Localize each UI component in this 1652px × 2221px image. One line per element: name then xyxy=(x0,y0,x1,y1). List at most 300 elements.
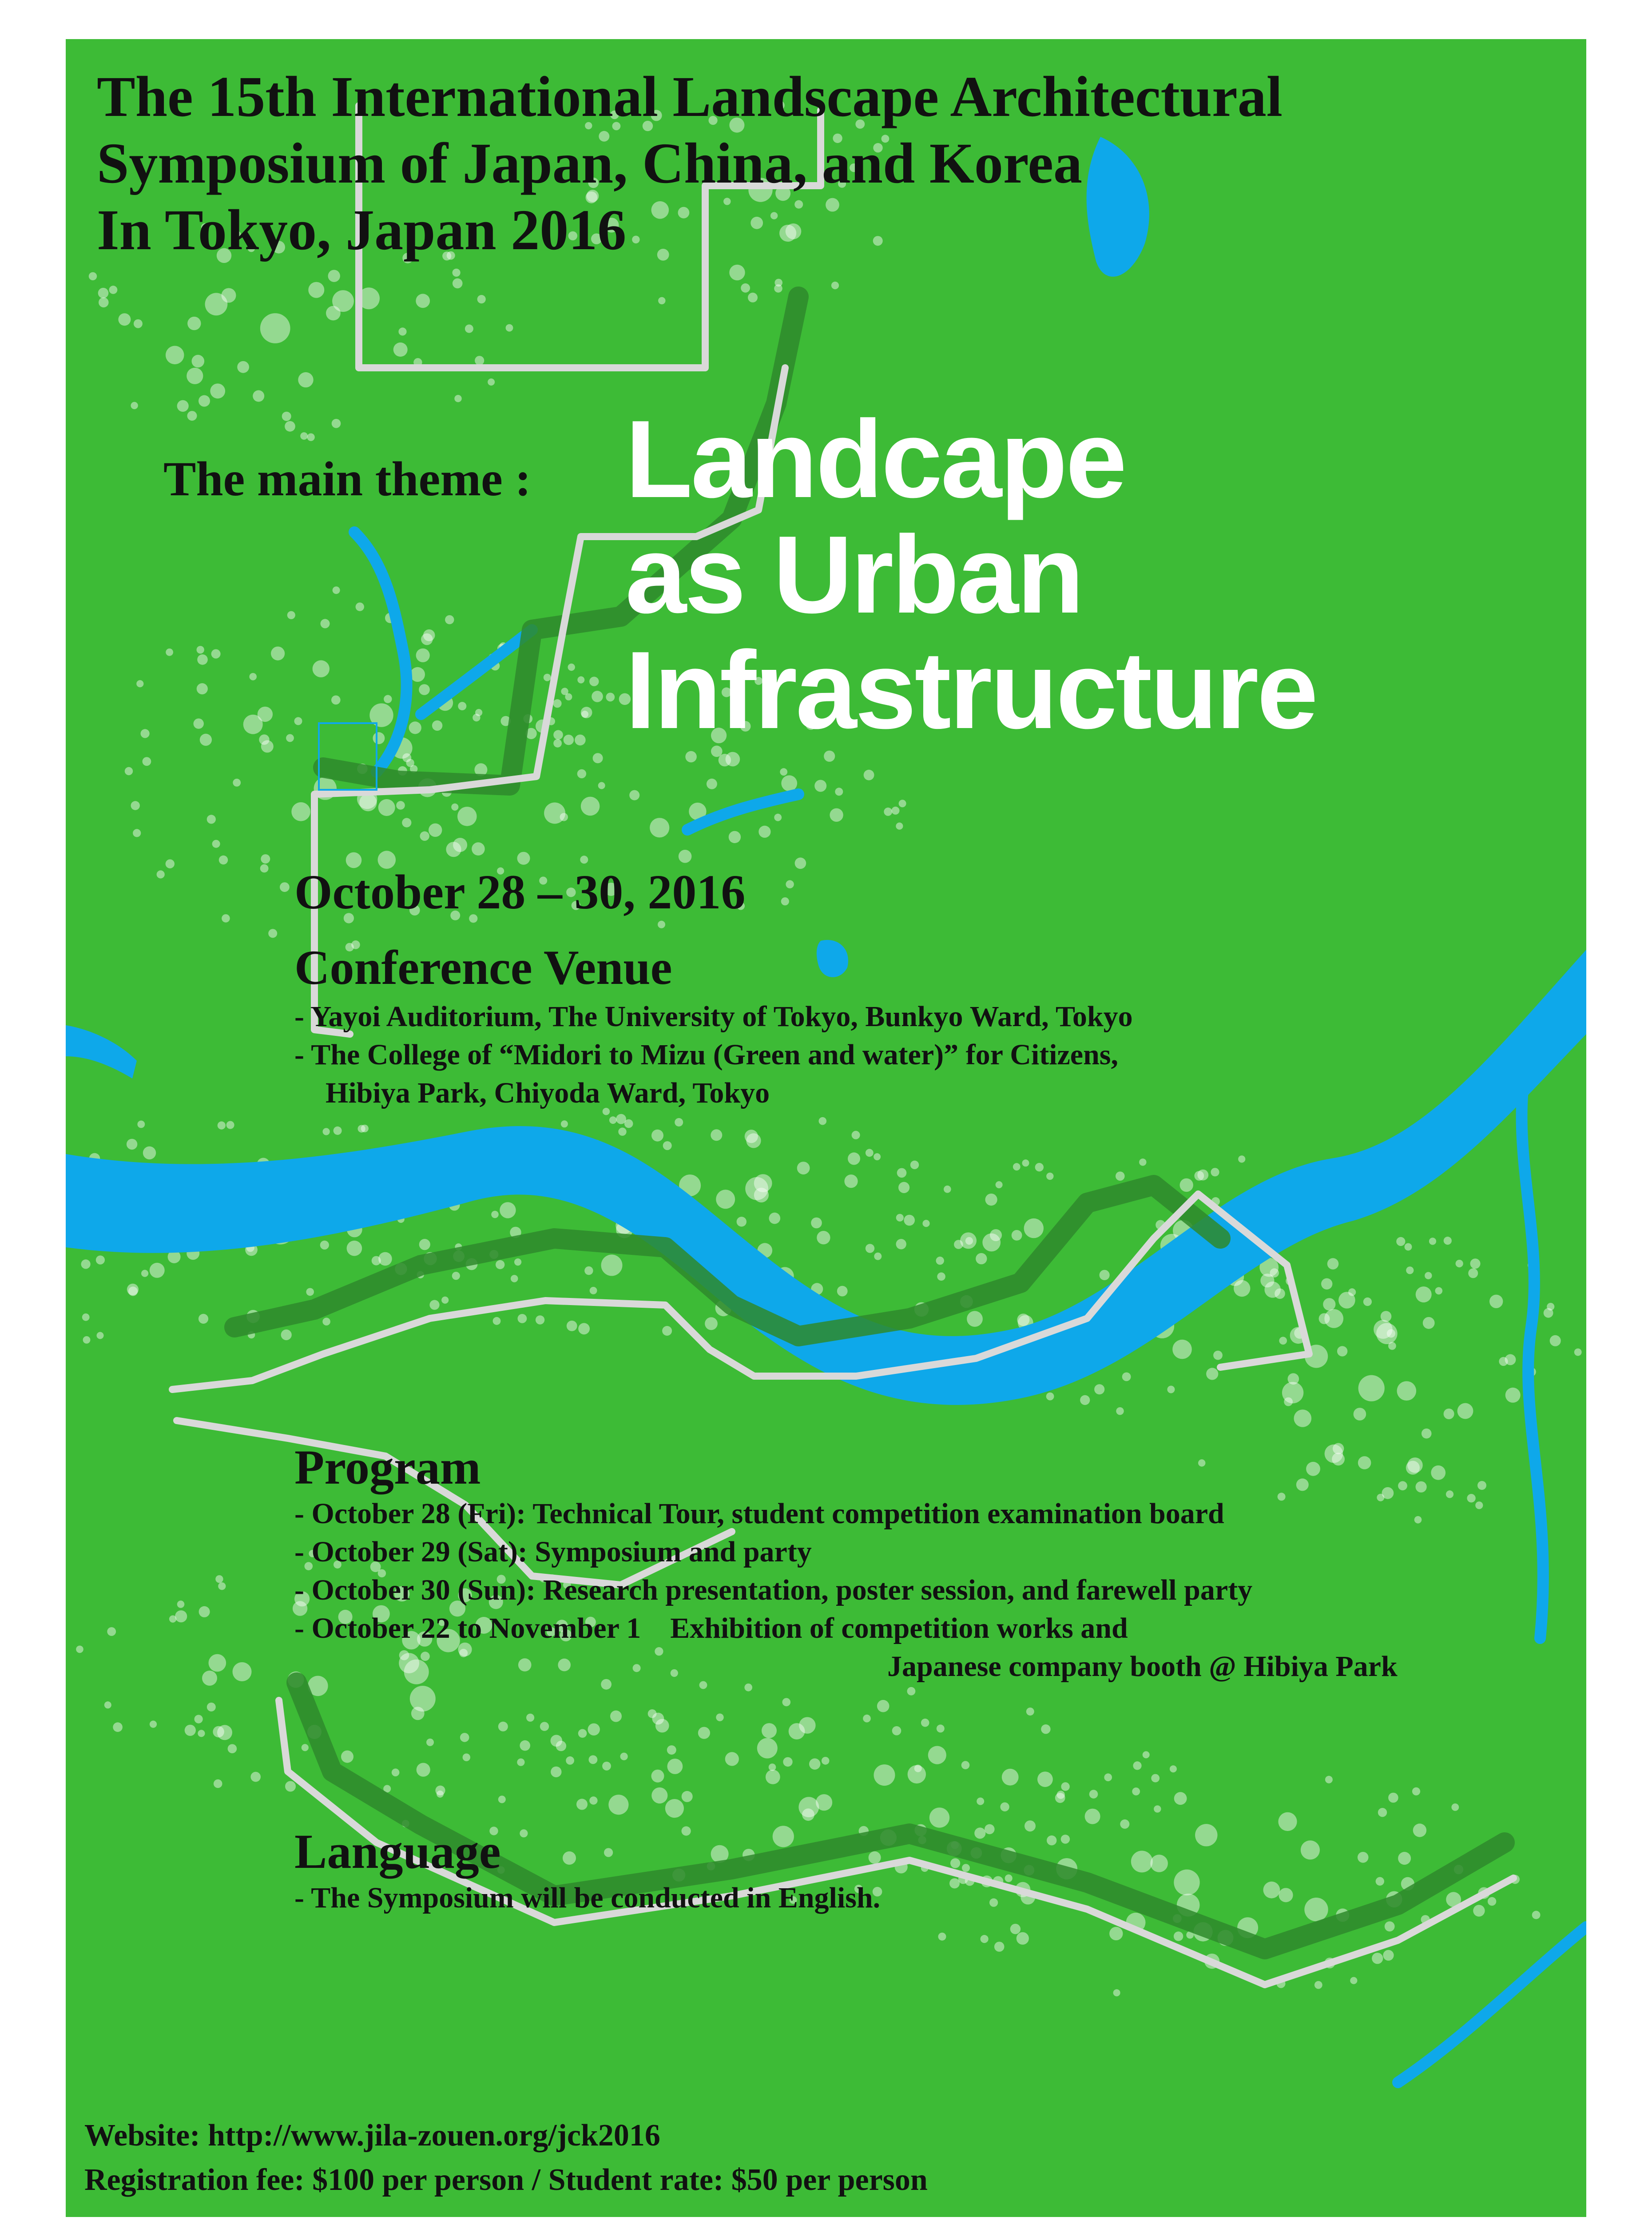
decor-dot xyxy=(606,693,615,701)
decor-dot xyxy=(729,831,741,843)
decor-dot xyxy=(707,779,717,789)
decor-dot xyxy=(1061,1835,1070,1843)
decor-dot xyxy=(1035,1163,1044,1171)
decor-dot xyxy=(113,1722,123,1732)
venue-item-3: Hibiya Park, Chiyoda Ward, Tokyo xyxy=(326,1077,770,1109)
decor-dot xyxy=(1475,1501,1483,1509)
decor-dot xyxy=(1378,1808,1387,1817)
decor-dot xyxy=(214,1779,222,1788)
decor-dot xyxy=(675,1118,683,1126)
decor-dot xyxy=(514,1258,521,1266)
decor-dot xyxy=(866,1244,874,1253)
decor-dot xyxy=(361,1125,369,1132)
decor-dot xyxy=(1120,1819,1129,1829)
decor-dot xyxy=(910,1161,919,1169)
decor-dot xyxy=(1457,1403,1473,1419)
decor-dot xyxy=(1532,1911,1541,1919)
decor-dot xyxy=(576,1799,588,1810)
language-section xyxy=(294,1825,880,1917)
decor-dot xyxy=(294,717,302,725)
decor-dot xyxy=(429,824,442,837)
decor-dot xyxy=(783,1757,792,1767)
decor-dot xyxy=(1116,1407,1124,1415)
decor-dot xyxy=(1046,1393,1054,1401)
decor-dot xyxy=(332,290,354,312)
decor-dot xyxy=(472,842,485,856)
decor-dot xyxy=(897,1168,907,1178)
decor-dot xyxy=(1151,1774,1160,1783)
decor-dot xyxy=(866,1149,874,1157)
decor-dot xyxy=(1304,1898,1328,1921)
decor-dot xyxy=(884,808,892,816)
decor-dot xyxy=(212,840,220,848)
decor-dot xyxy=(795,858,806,869)
decor-dot xyxy=(609,1116,617,1124)
decor-dot xyxy=(1358,1852,1369,1863)
decor-dot xyxy=(1010,1924,1021,1934)
decor-dot xyxy=(1172,1340,1192,1359)
venue-item-1: - Yayoi Auditorium, The University of Tokyo, Bunkyo Ward, Tokyo xyxy=(294,1000,1133,1033)
decor-dot xyxy=(199,1314,208,1324)
decor-dot xyxy=(974,1827,985,1839)
decor-dot xyxy=(544,674,551,681)
decor-dot xyxy=(1113,1989,1120,1996)
decor-dot xyxy=(1294,1409,1312,1427)
decor-dot xyxy=(819,1117,827,1125)
language-item-1: - The Symposium will be conducted in English. xyxy=(294,1882,881,1914)
decor-dot xyxy=(473,714,480,721)
decor-dot xyxy=(1456,1260,1463,1267)
decor-dot xyxy=(300,432,308,440)
decor-dot xyxy=(1348,1288,1356,1296)
decor-dot xyxy=(824,751,835,762)
decor-dot xyxy=(419,1239,430,1250)
decor-dot xyxy=(211,649,221,659)
decor-dot xyxy=(134,319,143,328)
decor-dot xyxy=(817,1231,830,1244)
decor-dot xyxy=(285,421,295,432)
decor-dot xyxy=(1104,1773,1112,1781)
decor-dot xyxy=(774,814,782,821)
decor-dot xyxy=(685,751,697,763)
decor-dot xyxy=(874,1764,895,1786)
decor-dot xyxy=(307,434,314,441)
decor-dot xyxy=(1282,1382,1303,1403)
decor-dot xyxy=(215,1575,223,1583)
decor-dot xyxy=(493,1317,501,1325)
decor-dot xyxy=(334,1126,342,1135)
decor-dot xyxy=(491,1211,499,1218)
decor-dot xyxy=(137,1121,145,1128)
decor-dot xyxy=(1238,1155,1245,1162)
program-item-4: - October 22 to November 1 Exhibition of competition works and xyxy=(294,1612,1128,1644)
program-item-1: - October 28 (Fri): Technical Tour, student competition examination board xyxy=(294,1497,1224,1530)
decor-dot xyxy=(922,1220,929,1227)
decor-dot xyxy=(1174,1870,1199,1895)
decor-dot xyxy=(1414,1516,1422,1524)
decor-dot xyxy=(896,1214,904,1222)
decor-dot xyxy=(226,1121,234,1129)
decor-dot xyxy=(1047,1835,1056,1845)
decor-dot xyxy=(1133,1761,1141,1770)
decor-dot xyxy=(1468,1268,1478,1278)
decor-dot xyxy=(698,1727,710,1739)
program-item-5: Japanese company booth @ Hibiya Park xyxy=(887,1650,1398,1683)
decor-dot xyxy=(133,829,141,837)
decor-dot xyxy=(1061,1782,1069,1791)
website-line[interactable]: Website: http://www.jila-zouen.org/jck2016 xyxy=(84,2118,660,2153)
decor-dot xyxy=(454,395,461,402)
decor-dot xyxy=(967,1311,983,1327)
decor-dot xyxy=(1132,1787,1140,1795)
decor-dot xyxy=(356,602,364,611)
decor-dot xyxy=(1131,1851,1153,1872)
decor-dot xyxy=(416,649,430,662)
decor-dot xyxy=(398,327,406,335)
decor-dot xyxy=(553,739,562,748)
decor-dot xyxy=(758,826,770,838)
decor-dot xyxy=(774,284,782,293)
decor-dot xyxy=(417,1763,430,1777)
decor-dot xyxy=(711,1129,722,1141)
decor-dot xyxy=(989,1899,998,1907)
decor-dot xyxy=(716,1714,723,1721)
decor-dot xyxy=(608,1795,628,1815)
decor-dot xyxy=(780,768,787,776)
decor-dot xyxy=(745,1177,768,1200)
decor-dot xyxy=(896,1239,906,1249)
decor-dot xyxy=(451,804,458,811)
theme-line-1: Landcape xyxy=(625,397,1125,521)
decor-dot xyxy=(797,1162,810,1174)
decor-dot xyxy=(197,683,208,694)
decor-dot xyxy=(1505,1388,1521,1403)
decor-dot xyxy=(601,1254,623,1276)
decor-dot xyxy=(205,293,228,315)
decor-dot xyxy=(1154,1805,1161,1812)
decor-dot xyxy=(658,921,665,928)
decor-dot xyxy=(1017,1313,1029,1326)
decor-dot xyxy=(322,1317,330,1325)
decor-dot xyxy=(131,402,138,409)
decor-dot xyxy=(929,1807,949,1827)
decor-dot xyxy=(1270,1268,1279,1278)
decor-dot xyxy=(281,1329,292,1340)
decor-dot xyxy=(207,815,216,824)
theme-line-3: Infrastructure xyxy=(625,628,1317,752)
decor-dot xyxy=(194,718,204,728)
decor-dot xyxy=(962,1864,970,1872)
decor-dot xyxy=(1383,1950,1394,1961)
decor-dot xyxy=(136,680,143,687)
decor-dot xyxy=(553,699,561,708)
decor-dot xyxy=(985,1824,995,1835)
decor-dot xyxy=(496,1260,504,1269)
decor-dot xyxy=(1388,1793,1398,1803)
decor-dot xyxy=(1301,1840,1320,1859)
decor-dot xyxy=(228,1744,237,1753)
decor-dot xyxy=(994,1942,1005,1952)
decor-dot xyxy=(667,1745,676,1755)
decor-dot xyxy=(432,720,442,731)
decor-dot xyxy=(580,856,588,864)
title-line-1: The 15th International Landscape Architectural xyxy=(97,65,1283,129)
decor-dot xyxy=(568,664,575,671)
poster xyxy=(66,39,1586,2217)
decor-dot xyxy=(169,1616,176,1623)
decor-dot xyxy=(682,1791,693,1802)
decor-dot xyxy=(218,1122,226,1130)
decor-dot xyxy=(658,297,665,304)
decor-dot xyxy=(725,1752,739,1766)
decor-dot xyxy=(1321,1278,1332,1290)
decor-dot xyxy=(1470,1258,1481,1269)
decor-dot xyxy=(1167,1386,1175,1393)
decor-dot xyxy=(166,649,173,656)
decor-dot xyxy=(378,1252,392,1266)
decor-dot xyxy=(141,1270,148,1277)
decor-dot xyxy=(1431,1465,1446,1480)
decor-dot xyxy=(197,646,204,653)
decor-dot xyxy=(1041,1724,1050,1734)
decor-dot xyxy=(566,1756,574,1765)
decor-dot xyxy=(207,1703,216,1712)
decor-dot xyxy=(197,654,208,665)
decor-dot xyxy=(99,298,109,308)
decor-dot xyxy=(581,797,600,816)
decor-dot xyxy=(544,803,565,824)
decor-dot xyxy=(488,378,495,386)
decor-dot xyxy=(423,629,435,641)
decor-dot xyxy=(393,342,408,357)
decor-dot xyxy=(937,1273,945,1281)
decor-dot xyxy=(578,1729,587,1738)
decor-dot xyxy=(287,611,295,619)
decor-dot xyxy=(166,860,175,868)
decor-dot xyxy=(1024,1218,1044,1238)
decor-dot xyxy=(1397,1381,1417,1401)
decor-dot xyxy=(1451,1803,1459,1811)
decor-dot xyxy=(1206,1368,1218,1380)
decor-dot xyxy=(1422,1429,1432,1439)
decor-dot xyxy=(384,695,392,703)
decor-dot xyxy=(577,677,584,684)
decor-dot xyxy=(814,780,826,792)
decor-dot xyxy=(1211,1168,1219,1176)
decor-dot xyxy=(477,295,486,303)
decor-dot xyxy=(1429,1238,1436,1245)
decor-dot xyxy=(1376,1877,1384,1886)
decor-dot xyxy=(1477,1481,1486,1490)
decor-dot xyxy=(1080,1395,1090,1405)
decor-dot xyxy=(1314,1981,1322,1989)
decor-dot xyxy=(1174,1931,1183,1941)
decor-dot xyxy=(81,1259,91,1269)
decor-dot xyxy=(1405,1243,1412,1251)
decor-dot xyxy=(852,1131,860,1139)
decor-dot xyxy=(665,1799,684,1818)
decor-dot xyxy=(261,854,270,864)
decor-dot xyxy=(1372,1953,1383,1964)
decor-dot xyxy=(1550,1335,1561,1346)
decor-dot xyxy=(1037,1771,1053,1787)
decor-dot xyxy=(898,1182,909,1193)
decor-dot xyxy=(540,1722,549,1731)
decor-dot xyxy=(249,673,257,681)
decor-dot xyxy=(581,707,592,718)
decor-dot xyxy=(458,702,466,710)
decor-dot xyxy=(981,1935,989,1943)
decor-dot xyxy=(498,1795,506,1803)
decor-dot xyxy=(198,1730,205,1737)
decor-dot xyxy=(896,823,903,830)
decor-dot xyxy=(705,1317,718,1330)
program-heading: Program xyxy=(294,1440,481,1494)
decor-dot xyxy=(844,1174,858,1188)
decor-dot xyxy=(874,1253,882,1260)
decor-dot xyxy=(259,734,269,744)
decor-dot xyxy=(892,1726,901,1735)
decor-dot xyxy=(651,1130,663,1142)
decor-dot xyxy=(118,313,131,326)
decor-dot xyxy=(937,1724,945,1732)
decor-dot xyxy=(373,732,385,744)
decor-dot xyxy=(1489,1295,1503,1308)
decor-dot xyxy=(598,782,605,789)
decor-dot xyxy=(1017,1932,1029,1945)
decor-dot xyxy=(610,1711,622,1722)
title-line-3: In Tokyo, Japan 2016 xyxy=(97,198,627,262)
decor-dot xyxy=(411,1707,425,1720)
decor-dot xyxy=(419,684,430,695)
decor-dot xyxy=(977,1798,984,1805)
decor-dot xyxy=(410,667,425,682)
decor-dot xyxy=(271,647,285,661)
decor-dot xyxy=(1473,1905,1485,1916)
decor-dot xyxy=(553,730,563,740)
decor-dot xyxy=(1197,1170,1208,1181)
decor-dot xyxy=(1337,1346,1347,1356)
decor-dot xyxy=(200,734,212,746)
decor-dot xyxy=(1413,1823,1426,1837)
decor-dot xyxy=(1324,1309,1343,1328)
decor-dot xyxy=(199,395,210,407)
decor-dot xyxy=(1150,1855,1168,1872)
decor-dot xyxy=(187,368,203,384)
decor-dot xyxy=(1363,1298,1372,1306)
decor-dot xyxy=(222,914,230,923)
venue-heading: Conference Venue xyxy=(294,940,672,995)
title-line-2: Symposium of Japan, China, and Korea xyxy=(97,131,1082,195)
decor-dot xyxy=(410,1686,436,1712)
decor-dot xyxy=(602,1762,611,1771)
decor-dot xyxy=(786,880,794,888)
decor-dot xyxy=(347,1241,362,1256)
decor-dot xyxy=(306,1288,314,1296)
decor-dot xyxy=(1547,1303,1554,1310)
decor-dot xyxy=(667,1759,683,1774)
decor-dot xyxy=(1425,1272,1432,1279)
decor-dot xyxy=(506,324,513,332)
decor-dot xyxy=(809,1759,820,1770)
decor-dot xyxy=(921,1719,929,1727)
decor-dot xyxy=(1170,1765,1177,1772)
decor-dot xyxy=(737,1217,747,1226)
decor-dot xyxy=(1412,1787,1420,1795)
decor-dot xyxy=(578,1323,590,1334)
decor-dot xyxy=(716,1190,735,1209)
decor-dot xyxy=(1046,1173,1053,1180)
decor-dot xyxy=(1174,1792,1187,1805)
decor-dot xyxy=(308,282,324,298)
decor-dot xyxy=(652,1713,664,1725)
decor-dot xyxy=(517,1759,524,1766)
decor-dot xyxy=(260,313,290,343)
decor-dot xyxy=(757,1738,778,1759)
inlet-left xyxy=(66,1025,137,1079)
decor-dot xyxy=(663,1141,672,1150)
decor-dot xyxy=(1002,1769,1019,1786)
footer xyxy=(84,2114,928,2202)
decor-dot xyxy=(662,1326,672,1336)
decor-dot xyxy=(651,1787,667,1803)
decor-dot xyxy=(177,1600,185,1608)
decor-dot xyxy=(253,390,264,402)
decor-dot xyxy=(463,1754,470,1761)
decor-dot xyxy=(82,1313,90,1321)
decor-dot xyxy=(848,1152,860,1165)
decor-dot xyxy=(441,1297,449,1304)
decor-dot xyxy=(437,1791,444,1798)
decor-dot xyxy=(748,293,758,303)
decor-dot xyxy=(874,1153,881,1160)
decor-dot xyxy=(1263,1882,1280,1899)
decor-dot xyxy=(892,807,900,815)
program-item-2: - October 29 (Sat): Symposium and party xyxy=(294,1536,812,1568)
decor-dot xyxy=(1013,1163,1021,1170)
decor-dot xyxy=(166,346,184,365)
decor-dot xyxy=(830,808,843,822)
decor-dot xyxy=(83,1336,91,1344)
decor-dot xyxy=(465,325,473,333)
theme-line-2: as Urban xyxy=(625,513,1083,636)
decor-dot xyxy=(1416,1286,1432,1302)
decor-dot xyxy=(143,1146,156,1159)
decor-dot xyxy=(629,790,639,800)
decor-dot xyxy=(1094,1384,1104,1394)
decor-dot xyxy=(1116,1171,1125,1181)
decor-dot xyxy=(1396,1237,1405,1246)
decor-dot xyxy=(323,1128,330,1135)
decor-dot xyxy=(453,279,463,289)
decor-dot xyxy=(551,1767,561,1777)
decor-dot xyxy=(321,619,330,628)
decor-dot xyxy=(802,1808,814,1821)
decor-dot xyxy=(500,1202,516,1218)
decor-dot xyxy=(1122,1373,1131,1381)
decor-dot xyxy=(420,832,429,841)
decor-dot xyxy=(565,693,572,701)
decor-dot xyxy=(1376,1323,1398,1344)
decor-dot xyxy=(1358,1375,1385,1401)
decor-dot xyxy=(1325,1776,1333,1783)
decor-dot xyxy=(98,288,109,299)
decor-dot xyxy=(210,383,225,398)
decor-dot xyxy=(616,1114,626,1124)
decor-dot xyxy=(402,818,411,827)
decor-dot xyxy=(1278,1812,1297,1831)
decor-dot xyxy=(331,696,341,705)
